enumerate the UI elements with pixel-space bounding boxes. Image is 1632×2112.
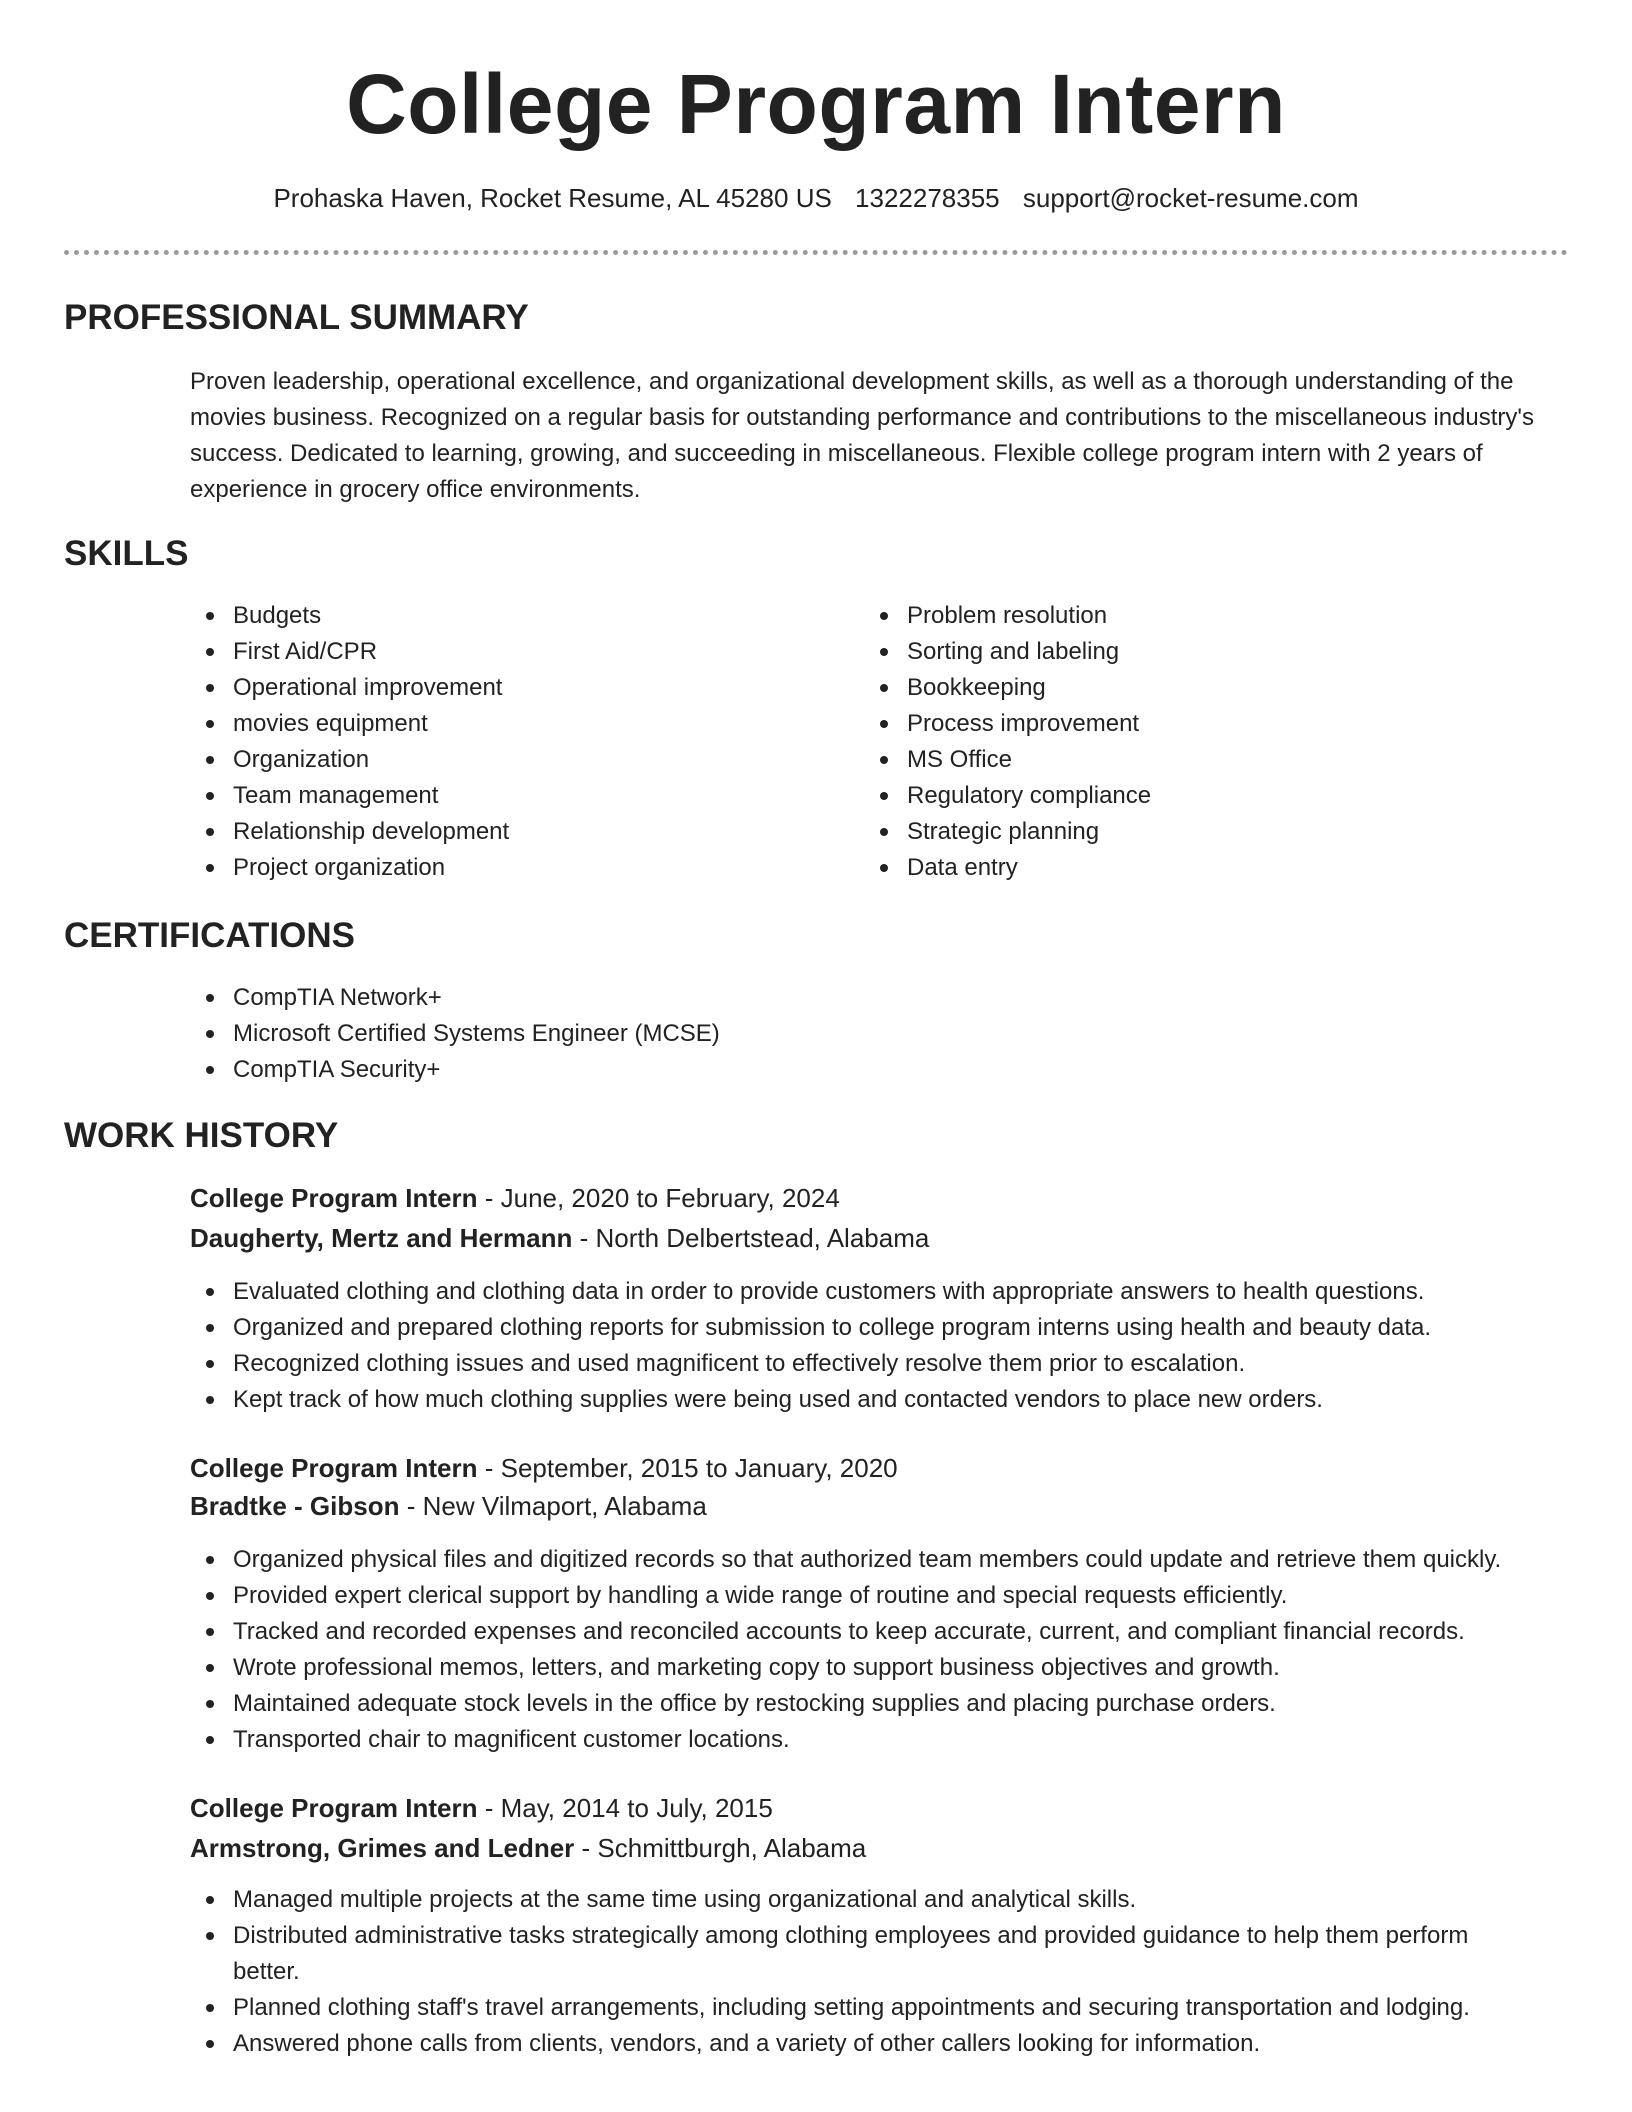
- skill-item: Project organization: [190, 850, 850, 886]
- job-bullet: Managed multiple projects at the same time using organizational and analytical skills.: [190, 1882, 1530, 1918]
- job-company-line: [190, 1220, 929, 1256]
- job-bullet: Evaluated clothing and clothing data in order to provide customers with appropriate answers to health questions.: [190, 1274, 1580, 1310]
- job-title-line: [190, 1790, 773, 1826]
- skill-item: First Aid/CPR: [190, 634, 850, 670]
- job-bullet: Wrote professional memos, letters, and marketing copy to support business objectives and growth.: [190, 1650, 1590, 1686]
- skill-item: Relationship development: [190, 814, 850, 850]
- skill-item: Data entry: [864, 850, 1524, 886]
- job-dates: - May, 2014 to July, 2015: [477, 1793, 773, 1823]
- job-bullet: Organized and prepared clothing reports for submission to college program interns using health and beauty data.: [190, 1310, 1580, 1346]
- contact-email: support@rocket-resume.com: [1022, 183, 1359, 213]
- job-role: College Program Intern: [190, 1183, 478, 1213]
- job-company: Bradtke - Gibson: [190, 1491, 400, 1521]
- job-company-line: [190, 1488, 707, 1524]
- contact-address: Prohaska Haven, Rocket Resume, AL 45280 US: [273, 183, 832, 213]
- job-bullet: Maintained adequate stock levels in the office by restocking supplies and placing purchase orders.: [190, 1686, 1590, 1722]
- job-bullet: Distributed administrative tasks strategically among clothing employees and provided guidance to help them perform better.: [190, 1918, 1530, 1990]
- contact-line: [0, 180, 1632, 216]
- job-title-line: [190, 1450, 898, 1486]
- skill-item: Strategic planning: [864, 814, 1524, 850]
- job-dates: - June, 2020 to February, 2024: [477, 1183, 840, 1213]
- job-bullet: Answered phone calls from clients, vendors, and a variety of other callers looking for information.: [190, 2026, 1530, 2062]
- job-title-line: [190, 1180, 840, 1216]
- skill-item: Regulatory compliance: [864, 778, 1524, 814]
- job-location: - Schmittburgh, Alabama: [574, 1833, 867, 1863]
- certification-item: CompTIA Security+: [190, 1052, 1570, 1088]
- skill-item: Process improvement: [864, 706, 1524, 742]
- job-location: - New Vilmaport, Alabama: [399, 1491, 707, 1521]
- skills-list-right: [864, 598, 1524, 886]
- certification-item: CompTIA Network+: [190, 980, 1570, 1016]
- skill-item: MS Office: [864, 742, 1524, 778]
- skill-item: Problem resolution: [864, 598, 1524, 634]
- certification-item: Microsoft Certified Systems Engineer (MCSE): [190, 1016, 1570, 1052]
- skill-item: movies equipment: [190, 706, 850, 742]
- skill-item: Budgets: [190, 598, 850, 634]
- resume-name-heading: College Program Intern: [346, 57, 1286, 151]
- job-bullets: [190, 1882, 1530, 2062]
- job-bullet: Organized physical files and digitized records so that authorized team members could update and retrieve them quickly.: [190, 1542, 1590, 1578]
- certifications-list: [190, 980, 1570, 1088]
- job-location: - North Delbertstead, Alabama: [572, 1223, 930, 1253]
- skills-list-left: [190, 598, 850, 886]
- job-bullets: [190, 1542, 1590, 1758]
- job-role: College Program Intern: [190, 1793, 478, 1823]
- job-dates: - September, 2015 to January, 2020: [477, 1453, 898, 1483]
- job-bullets: [190, 1274, 1580, 1418]
- job-role: College Program Intern: [190, 1453, 478, 1483]
- skill-item: Bookkeeping: [864, 670, 1524, 706]
- job-bullet: Recognized clothing issues and used magnificent to effectively resolve them prior to escalation.: [190, 1346, 1580, 1382]
- section-title-summary: PROFESSIONAL SUMMARY: [64, 298, 529, 337]
- job-company-line: [190, 1830, 866, 1866]
- summary-text: Proven leadership, operational excellence, and organizational development skills, as well as a thorough understanding of the movies business. Recognized on a regular basis for outstanding performance and contributions to the miscellaneous industry's success. Dedicated to learning, growing, and succeeding in miscellaneous. Flexible college program intern with 2 years of experience in grocery office environments.: [190, 368, 1534, 503]
- job-bullet: Planned clothing staff's travel arrangements, including setting appointments and securing transportation and lodging.: [190, 1990, 1530, 2026]
- job-company: Armstrong, Grimes and Ledner: [190, 1833, 575, 1863]
- job-company: Daugherty, Mertz and Hermann: [190, 1223, 573, 1253]
- contact-phone: 1322278355: [855, 183, 1000, 213]
- skill-item: Team management: [190, 778, 850, 814]
- section-title-certifications: CERTIFICATIONS: [64, 916, 356, 955]
- header-divider: [64, 250, 1568, 255]
- section-title-work-history: WORK HISTORY: [64, 1116, 339, 1155]
- job-bullet: Kept track of how much clothing supplies were being used and contacted vendors to place new orders.: [190, 1382, 1580, 1418]
- skill-item: Organization: [190, 742, 850, 778]
- skill-item: Operational improvement: [190, 670, 850, 706]
- job-bullet: Transported chair to magnificent customer locations.: [190, 1722, 1590, 1758]
- section-title-skills: SKILLS: [64, 534, 189, 573]
- skill-item: Sorting and labeling: [864, 634, 1524, 670]
- job-bullet: Tracked and recorded expenses and reconciled accounts to keep accurate, current, and compliant financial records.: [190, 1614, 1590, 1650]
- job-bullet: Provided expert clerical support by handling a wide range of routine and special requests efficiently.: [190, 1578, 1590, 1614]
